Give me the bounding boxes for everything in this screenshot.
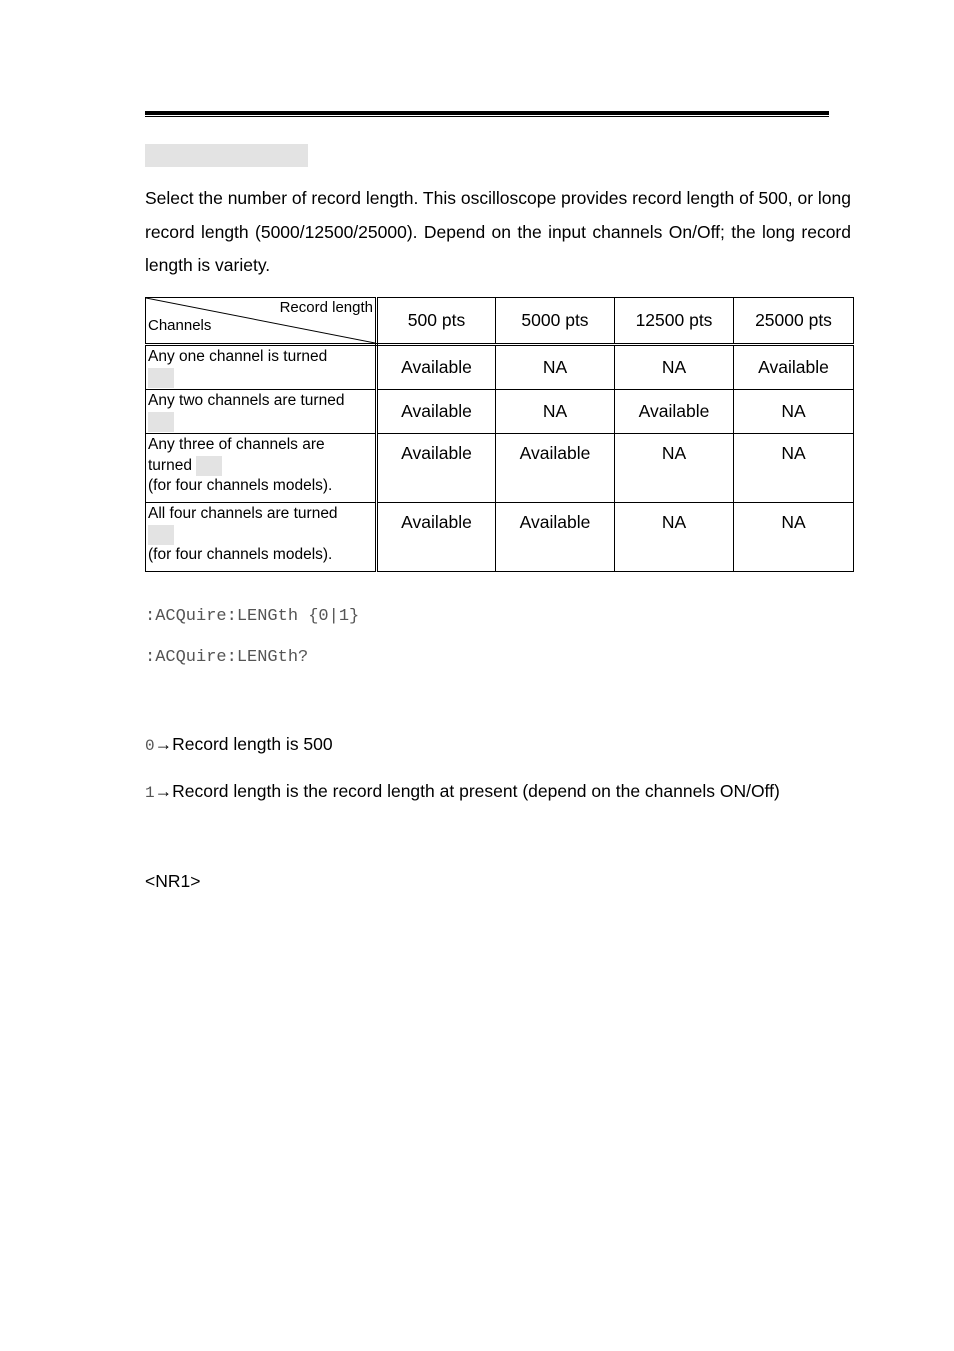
row-label-line: Any one channel is turned [148, 348, 328, 365]
table-cell: Available [496, 434, 615, 503]
parameter-description: →Record length is 500 [154, 734, 333, 754]
syntax-set-command: :ACQuire:LENGth {0|1} [145, 607, 360, 626]
column-header: 5000 pts [496, 298, 615, 345]
row-label-line: All four channels are turned [148, 505, 338, 522]
state-highlight [148, 525, 174, 545]
row-label-line: Any two channels are turned [148, 392, 345, 409]
table-cell: NA [496, 345, 615, 390]
table-row [146, 345, 854, 390]
table-cell: Available [734, 345, 854, 390]
record-length-table [145, 297, 854, 572]
corner-cell [146, 298, 377, 345]
row-label [146, 390, 377, 434]
table-cell: NA [615, 503, 734, 572]
header-rule [145, 111, 829, 115]
table-cell: NA [496, 390, 615, 434]
row-label-line: (for four channels models). [148, 546, 333, 563]
table-row [146, 434, 854, 503]
parameter-0 [145, 734, 333, 755]
column-header: 12500 pts [615, 298, 734, 345]
table-cell: NA [734, 390, 854, 434]
return-format: <NR1> [145, 871, 201, 891]
parameter-1 [145, 781, 780, 802]
table-row [146, 503, 854, 572]
table-header-row [146, 298, 854, 345]
syntax-query-command: :ACQuire:LENGth? [145, 648, 309, 667]
table-cell: Available [377, 345, 496, 390]
table-cell: NA [615, 345, 734, 390]
row-label-line: (for four channels models). [148, 477, 333, 494]
table-cell: NA [734, 503, 854, 572]
state-highlight [196, 456, 222, 476]
row-label-line: Any three of channels are [148, 436, 325, 453]
header-rule-thin [145, 116, 829, 117]
table-cell: Available [377, 434, 496, 503]
table-cell: NA [615, 434, 734, 503]
row-label-line: turned [148, 456, 192, 474]
table-cell: Available [496, 503, 615, 572]
intro-paragraph: Select the number of record length. This oscilloscope provides record length of 500, or long record length (5000/12500/25000). Depend on the input channels On/Off; the long record length is variety. [145, 188, 851, 275]
column-header: 25000 pts [734, 298, 854, 345]
parameter-code: 1 [145, 784, 155, 802]
table-cell: NA [734, 434, 854, 503]
row-label [146, 503, 377, 572]
table-cell: Available [377, 503, 496, 572]
state-highlight [148, 368, 174, 388]
state-highlight [148, 412, 174, 432]
column-header: 500 pts [377, 298, 496, 345]
row-label [146, 434, 377, 503]
corner-label-channels: Channels [148, 317, 212, 334]
parameter-code: 0 [145, 737, 155, 755]
table-row [146, 390, 854, 434]
parameter-description: →Record length is the record length at present (depend on the channels ON/Off) [154, 781, 780, 801]
section-heading-highlight [145, 144, 308, 167]
table-cell: Available [377, 390, 496, 434]
table-cell: Available [615, 390, 734, 434]
corner-label-record-length: Record length [279, 299, 373, 316]
row-label [146, 345, 377, 390]
